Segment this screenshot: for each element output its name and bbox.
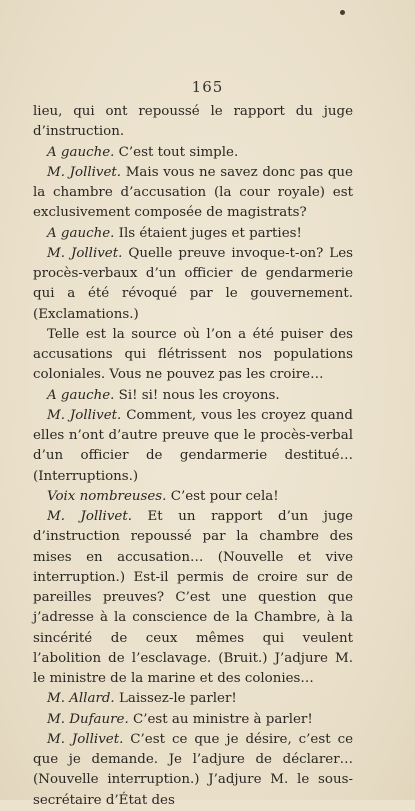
paragraph-8 xyxy=(33,487,353,507)
paragraph-text: Mais vous ne savez donc pas que la chambre d’accusation (la cour royale) est exclusivement composée de magistrats? xyxy=(33,164,353,221)
paragraph-text: C’est au ministre à parler! xyxy=(128,711,313,727)
paragraph-3 xyxy=(33,224,353,244)
paragraph-10 xyxy=(33,689,353,709)
paragraph-9 xyxy=(33,507,353,689)
speaker: M. Jollivet. xyxy=(47,245,123,261)
speaker: M. Jollivet. xyxy=(47,164,122,180)
paragraph-5 xyxy=(33,325,353,386)
paragraph-text: C’est tout simple. xyxy=(114,144,239,160)
speaker: A gauche. xyxy=(47,387,115,403)
page-number: 165 xyxy=(191,78,224,96)
paragraph-2 xyxy=(33,163,353,224)
paragraph-11 xyxy=(33,710,353,730)
speaker: M. Dufaure. xyxy=(47,711,129,727)
paragraph-7 xyxy=(33,406,353,487)
ink-speck xyxy=(340,10,345,15)
paragraph-6 xyxy=(33,386,353,406)
speaker: M. Jollivet. xyxy=(47,731,124,747)
speaker: Voix nombreuses. xyxy=(47,488,167,504)
paragraph-1 xyxy=(33,143,353,163)
speaker: A gauche. xyxy=(47,144,115,160)
paragraph-text: Et un rapport d’un juge d’instruction repoussé par la chambre des mises en accusation… (Nouvelle et vive interruption.) Est-il permis de croire sur de pareilles preuves? C’est une question que j’adresse à la conscience de la Chambre, à la sincérité de ceux mêmes qui veulent l’abolition de l’esclavage. (Bruit.) J’adjure M. le ministre de la marine et des colonies… xyxy=(33,509,353,686)
paragraph-0 xyxy=(33,102,353,143)
paragraph-text: C’est pour cela! xyxy=(166,488,279,504)
paragraph-text: Comment, vous les croyez quand elles n’ont d’autre preuve que le procès-verbal d’un officier de gendarmerie destitué… (Interruptions.) xyxy=(33,407,353,484)
paragraph-12 xyxy=(33,730,353,811)
speaker: A gauche. xyxy=(47,225,115,241)
paragraph-text: Laissez-le parler! xyxy=(114,691,237,707)
paragraph-text: Ils étaient juges et parties! xyxy=(114,225,302,241)
paragraph-text: C’est ce que je désire, c’est ce que je demande. Je l’adjure de déclarer… (Nouvelle interruption.) J’adjure M. le sous-secrétaire d’État des xyxy=(33,731,353,808)
body-text xyxy=(33,102,353,811)
paragraph-text: Telle est la source où l’on a été puiser des accusations qui flétrissent nos populations coloniales. Vous ne pouvez pas les croire… xyxy=(33,326,353,383)
speaker: M. Allard. xyxy=(47,691,115,707)
speaker: M. Jollivet. xyxy=(47,509,132,524)
paragraph-text: lieu, qui ont repoussé le rapport du juge d’instruction. xyxy=(33,104,353,140)
paragraph-4 xyxy=(33,244,353,325)
speaker: M. Jollivet. xyxy=(47,407,122,423)
paragraph-text: Si! si! nous les croyons. xyxy=(114,387,280,403)
paragraph-text: Quelle preuve invoque-t-on? Les procès-verbaux d’un officier de gendarmerie qui a été révoqué par le gouvernement. (Exclamations.) xyxy=(33,245,353,322)
